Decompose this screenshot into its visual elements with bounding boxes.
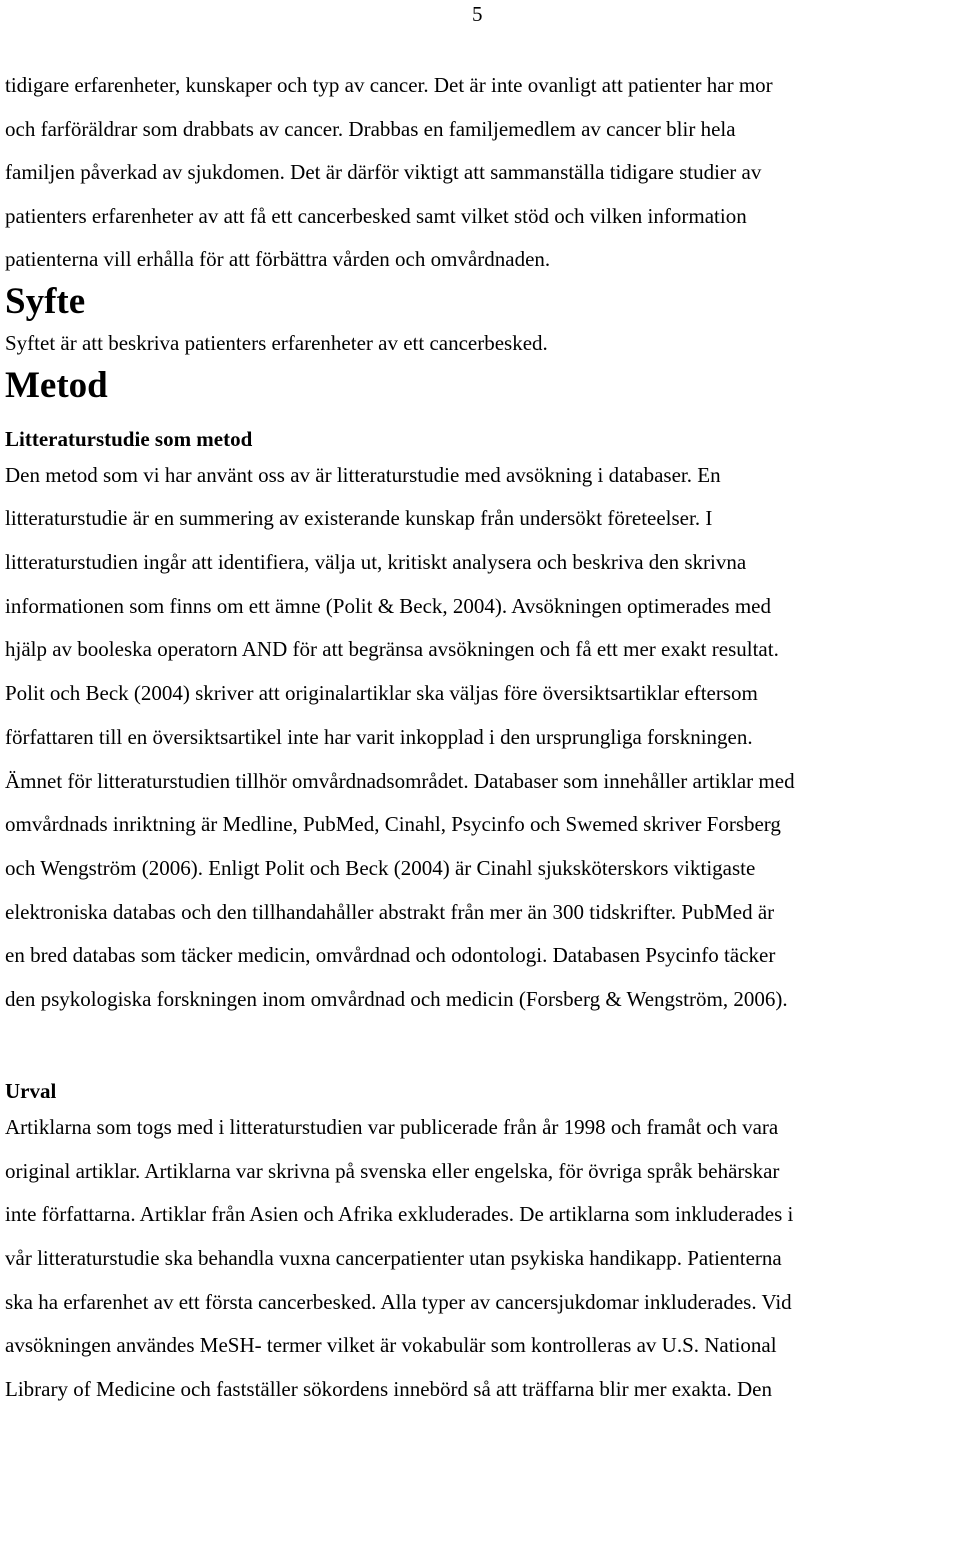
text-line: och farföräldrar som drabbats av cancer. Drabbas en familjemedlem av cancer blir hela	[5, 116, 736, 141]
litteraturstudie-paragraph	[5, 454, 960, 1022]
text-line: den psykologiska forskningen inom omvårdnad och medicin (Forsberg & Wengström, 2006).	[5, 987, 788, 1012]
text-line: inte författarna. Artiklar från Asien och Afrika exkluderades. De artiklarna som inkluderades i	[5, 1202, 794, 1227]
text-line: hjälp av booleska operatorn AND för att begränsa avsökningen och få ett mer exakt resultat.	[5, 637, 779, 662]
text-line: litteraturstudie är en summering av existerande kunskap från undersökt företeelser. I	[5, 506, 713, 531]
urval-paragraph	[5, 1106, 960, 1412]
page-number: 5	[472, 2, 483, 26]
text-line: och Wengström (2006). Enligt Polit och Beck (2004) är Cinahl sjuksköterskors viktigaste	[5, 856, 756, 880]
document-body	[5, 64, 960, 1412]
section-heading-metod: Metod	[5, 364, 108, 406]
text-line: patienters erfarenheter av att få ett cancerbesked samt vilket stöd och vilken information	[5, 203, 747, 228]
text-line: tidigare erfarenheter, kunskaper och typ av cancer. Det är inte ovanligt att patienter har mor	[5, 73, 773, 97]
text-line: original artiklar. Artiklarna var skrivna på svenska eller engelska, för övriga språk behärskar	[5, 1158, 780, 1183]
text-line: elektroniska databas och den tillhandahåller abstrakt från mer än 300 tidskrifter. PubMed är	[5, 899, 775, 924]
text-line: Den metod som vi har använt oss av är litteraturstudie med avsökning i databaser. En	[5, 462, 721, 487]
syfte-paragraph: Syftet är att beskriva patienters erfarenheter av ett cancerbesked.	[5, 330, 548, 355]
text-line: Polit och Beck (2004) skriver att originalartiklar ska väljas före översiktsartiklar eftersom	[5, 681, 758, 706]
text-line: litteraturstudien ingår att identifiera, välja ut, kritiskt analysera och beskriva den skrivna	[5, 550, 747, 575]
subheading-litteraturstudie: Litteraturstudie som metod	[5, 426, 253, 451]
text-line: en bred databas som täcker medicin, omvårdnad och odontologi. Databasen Psycinfo täcker	[5, 943, 776, 968]
text-line: omvårdnads inriktning är Medline, PubMed, Cinahl, Psycinfo och Swemed skriver Forsberg	[5, 812, 781, 837]
subheading-urval: Urval	[5, 1078, 57, 1103]
text-line: patienterna vill erhålla för att förbättra vården och omvårdnaden.	[5, 247, 551, 272]
section-heading-syfte: Syfte	[5, 280, 86, 322]
text-line: vår litteraturstudie ska behandla vuxna cancerpatienter utan psykiska handikapp. Patienterna	[5, 1245, 782, 1270]
text-line: författaren till en översiktsartikel inte har varit inkopplad i den ursprungliga forskningen.	[5, 724, 753, 749]
text-line: Library of Medicine och fastställer sökordens innebörd så att träffarna blir mer exakta. Den	[5, 1377, 772, 1402]
text-line: avsökningen användes MeSH- termer vilket är vokabulär som kontrolleras av U.S. National	[5, 1333, 777, 1358]
text-line: informationen som finns om ett ämne (Polit & Beck, 2004). Avsökningen optimerades med	[5, 593, 771, 618]
text-line: ska ha erfarenhet av ett första cancerbesked. Alla typer av cancersjukdomar inkluderades. Vid	[5, 1289, 792, 1314]
text-line: familjen påverkad av sjukdomen. Det är därför viktigt att sammanställa tidigare studier av	[5, 160, 762, 185]
text-line: Ämnet för litteraturstudien tillhör omvårdnadsområdet. Databaser som innehåller artiklar med	[5, 768, 795, 793]
intro-paragraph	[5, 64, 960, 282]
text-line: Artiklarna som togs med i litteraturstudien var publicerade från år 1998 och framåt och vara	[5, 1114, 779, 1139]
